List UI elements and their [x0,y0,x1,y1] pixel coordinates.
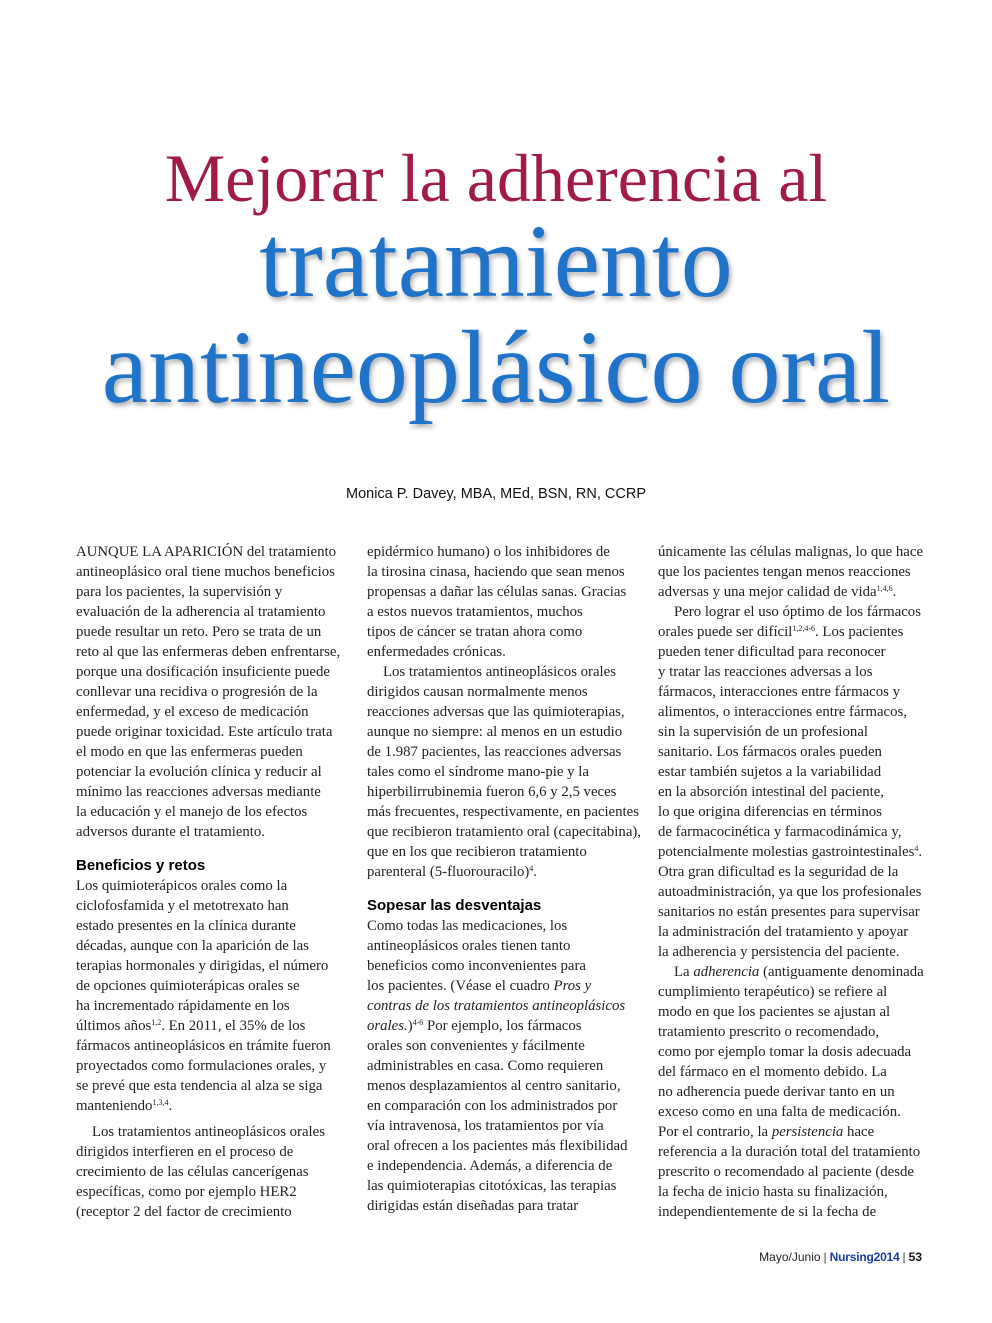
text-line: únicamente las células malignas, lo que hace [658,544,924,560]
column-1 [76,542,348,1222]
footer-issue: Mayo/Junio [759,1250,821,1264]
text-line: conllevar una recidiva o progresión de la [76,684,318,700]
text-line: administrables en casa. Como requieren [367,1058,604,1074]
text-line: Como todas las medicaciones, los [367,918,568,934]
text-line: como por ejemplo tomar la dosis adecuada [658,1044,912,1060]
title-line-3: antineoplásico oral [101,310,891,425]
text-line: Otra gran dificultad es la seguridad de la [658,864,899,880]
text-line: tales como el síndrome mano-pie y la [367,764,589,780]
section-heading-beneficios: Beneficios y retos [76,857,206,874]
text-fragment: hace [843,1124,875,1140]
text-line [367,996,639,1016]
citation-superscript: 1,2 [151,1018,162,1027]
text-fragment: potencialmente molestias gastrointestinales [658,844,915,860]
text-line: estar también sujetos a la variabilidad [658,764,882,780]
text-line: porque una dosificación insuficiente puede [76,664,330,680]
text-line: las quimioterapias citotóxicas, las terapias [367,1178,617,1194]
text-line [658,962,930,982]
text-line: la fecha de inicio hasta su finalización, [658,1184,888,1200]
citation-superscript: 1,4,6 [876,584,893,593]
text-line: que recibieron tratamiento oral (capecitabina), [367,824,642,840]
text-line: Los tratamientos antineoplásicos orales [383,664,616,680]
text-line: dirigidas están diseñadas para tratar [367,1198,579,1214]
text-fragment: La [674,964,694,980]
text-line: potenciar la evolución clínica y reducir al [76,764,322,780]
text-line: reacciones adversas que las quimioterapias, [367,704,625,720]
text-line: reto al que las enfermeras deben enfrentarse, [76,644,341,660]
text-line: enfermedades crónicas. [367,644,506,660]
text-fragment: los pacientes. (Véase el cuadro [367,978,554,994]
text-line: la tirosina cinasa, haciendo que sean menos [367,564,625,580]
paragraph [658,542,930,602]
text-line [658,622,930,642]
text-line: fármacos antineoplásicos en trámite fueron [76,1038,331,1054]
text-line [367,862,639,882]
text-fragment: . [918,844,923,860]
text-fragment: (antiguamente denominada [759,964,924,980]
text-line: sanitarios no están presentes para supervisar [658,904,920,920]
text-line: proyectados como formulaciones orales, y [76,1058,327,1074]
text-line: de farmacocinética y farmacodinámica y, [658,824,902,840]
citation-superscript: 4 [529,864,534,873]
column-3 [658,542,930,1222]
italic-text: persistencia [771,1124,844,1140]
paragraph [76,876,348,1116]
text-line [658,842,930,862]
text-line [76,1096,348,1116]
title-line-1: Mejorar la adherencia al [164,140,828,216]
text-line: en la absorción intestinal del paciente, [658,784,884,800]
text-line: específicas, como por ejemplo HER2 [76,1184,297,1200]
text-fragment: adversas y una mejor calidad de vida [658,584,877,600]
paragraph [367,542,639,662]
text-line: independientemente de si la fecha de [658,1204,877,1220]
text-line: autoadministración, ya que los profesionales [658,884,922,900]
text-line: (receptor 2 del factor de crecimiento [76,1204,292,1220]
text-line: del fármaco en el momento debido. La [658,1064,887,1080]
text-line: e independencia. Además, a diferencia de [367,1158,613,1174]
page-number: 53 [908,1250,922,1264]
text-line: a estos nuevos tratamientos, muchos [367,604,583,620]
text-line: lo que origina diferencias en términos [658,804,882,820]
text-line: puede originar toxicidad. Este artículo trata [76,724,333,740]
text-fragment: Por ejemplo, los fármacos [423,1018,582,1034]
paragraph [658,962,930,1222]
text-line: dirigidos interfieren en el proceso de [76,1144,294,1160]
italic-text: orales. [367,1018,408,1034]
text-line: propensas a dañar las células sanas. Gracias [367,584,627,600]
text-line: Los tratamientos antineoplásicos orales [92,1124,325,1140]
text-line: ha incrementado rápidamente en los [76,998,290,1014]
text-line: prescrito o recomendado al paciente (desde [658,1164,914,1180]
text-line: el modo en que las enfermeras pueden [76,744,303,760]
intro-paragraph [76,542,348,842]
paragraph [367,662,642,882]
text-fragment: Por el contrario, la [658,1124,772,1140]
text-line: pueden tener dificultad para reconocer [658,644,886,660]
text-fragment: orales puede ser difícil [658,624,793,640]
text-line [658,1122,930,1142]
text-line: en comparación con los administrados por [367,1098,618,1114]
citation-superscript: 4-6 [412,1018,424,1027]
citation-superscript: 4 [914,844,919,853]
text-line: adversos durante el tratamiento. [76,824,265,840]
text-line: epidérmico humano) o los inhibidores de [367,544,610,560]
text-line: de 1.987 pacientes, las reacciones adversas [367,744,622,760]
text-line: hiperbilirrubinemia fueron 6,6 y 2,5 veces [367,784,617,800]
text-line: Los quimioterápicos orales como la [76,878,288,894]
text-line [76,1016,348,1036]
citation-superscript: 1,3,4 [152,1098,169,1107]
paragraph [367,916,639,1216]
text-line: dirigidos causan normalmente menos [367,684,588,700]
text-line: alimentos, o interacciones entre fármacos, [658,704,907,720]
footer-brand: Nursing2014 [829,1250,900,1264]
text-line [367,1016,639,1036]
text-line: se prevé que esta tendencia al alza se siga [76,1078,323,1094]
title-line-2: tratamiento [259,204,733,319]
text-line: terapias hormonales y dirigidas, el número [76,958,329,974]
text-fragment: . [892,584,897,600]
italic-text: adherencia [693,964,760,980]
section-heading-sopesar: Sopesar las desventajas [367,897,542,914]
text-line: referencia a la duración total del tratamiento [658,1144,921,1160]
text-line: oral ofrecen a los pacientes más flexibilidad [367,1138,628,1154]
text-line: la adherencia y persistencia del paciente. [658,944,900,960]
text-fragment: . [168,1098,173,1114]
text-line: puede resultar un reto. Pero se trata de un [76,624,322,640]
text-fragment: ) [407,1018,413,1034]
text-line: beneficios como inconvenientes para [367,958,586,974]
text-line [367,976,639,996]
text-line: ciclofosfamida y el metotrexato han [76,898,289,914]
paragraph [76,1122,348,1222]
text-line: enfermedad, y el exceso de medicación [76,704,309,720]
author-byline: Monica P. Davey, MBA, MEd, BSN, RN, CCRP [345,486,647,502]
footer-separator: | [902,1250,906,1264]
text-line: fármacos, interacciones entre fármacos y [658,684,900,700]
text-line: y tratar las reacciones adversas a los [658,664,873,680]
text-line: que en los que recibieron tratamiento [367,844,587,860]
text-line: tipos de cáncer se tratan ahora como [367,624,583,640]
text-fragment: . En 2011, el 35% de los [161,1018,306,1034]
column-2 [367,542,642,1216]
text-fragment: últimos años [76,1018,152,1034]
text-line: antineoplásico oral tiene muchos beneficios [76,564,335,580]
text-line: para los pacientes, la supervisión y [76,584,283,600]
text-line: crecimiento de las células cancerígenas [76,1164,309,1180]
text-line: evaluación de la adherencia al tratamiento [76,604,326,620]
text-line: cumplimiento terapéutico) se refiere al [658,984,888,1000]
text-line: sanitario. Los fármacos orales pueden [658,744,882,760]
text-line: Pero lograr el uso óptimo de los fármacos [674,604,921,620]
italic-text: Pros y [553,978,592,994]
text-line: menos desplazamientos al centro sanitario, [367,1078,621,1094]
paragraph [658,602,930,962]
citation-superscript: 1,2,4-6 [792,624,816,633]
footer-separator: | [823,1250,827,1264]
text-line: de opciones quimioterápicas orales se [76,978,300,994]
text-line: modo en que los pacientes se ajustan al [658,1004,891,1020]
text-line: que los pacientes tengan menos reacciones [658,564,911,580]
text-line: tratamiento prescrito o recomendado, [658,1024,880,1040]
text-line [658,582,930,602]
text-line: orales son convenientes y fácilmente [367,1038,585,1054]
text-line: vía intravenosa, los tratamientos por vía [367,1118,604,1134]
text-line: AUNQUE LA APARICIÓN del tratamiento [76,544,337,560]
text-fragment: parenteral (5-fluorouracilo) [367,864,530,880]
text-fragment: . Los pacientes [815,624,904,640]
text-line: no adherencia puede derivar tanto en un [658,1084,895,1100]
page-footer [759,1250,922,1264]
text-line: sin la supervisión de un profesional [658,724,868,740]
text-line: antineoplásicos orales tienen tanto [367,938,571,954]
text-line: estado presentes en la clínica durante [76,918,296,934]
text-line: décadas, aunque con la aparición de las [76,938,309,954]
text-line: más frecuentes, respectivamente, en pacientes [367,804,639,820]
italic-text: contras de los tratamientos antineoplásicos [367,998,626,1014]
text-fragment: manteniendo [76,1098,153,1114]
text-line: la administración del tratamiento y apoyar [658,924,909,940]
spacer [76,842,348,854]
text-fragment: . [533,864,537,880]
text-line: mínimo las reacciones adversas mediante [76,784,321,800]
text-line: exceso como en una falta de medicación. [658,1104,901,1120]
text-line: aunque no siempre: al menos en un estudio [367,724,623,740]
spacer [367,882,639,894]
text-line: la educación y el manejo de los efectos [76,804,308,820]
